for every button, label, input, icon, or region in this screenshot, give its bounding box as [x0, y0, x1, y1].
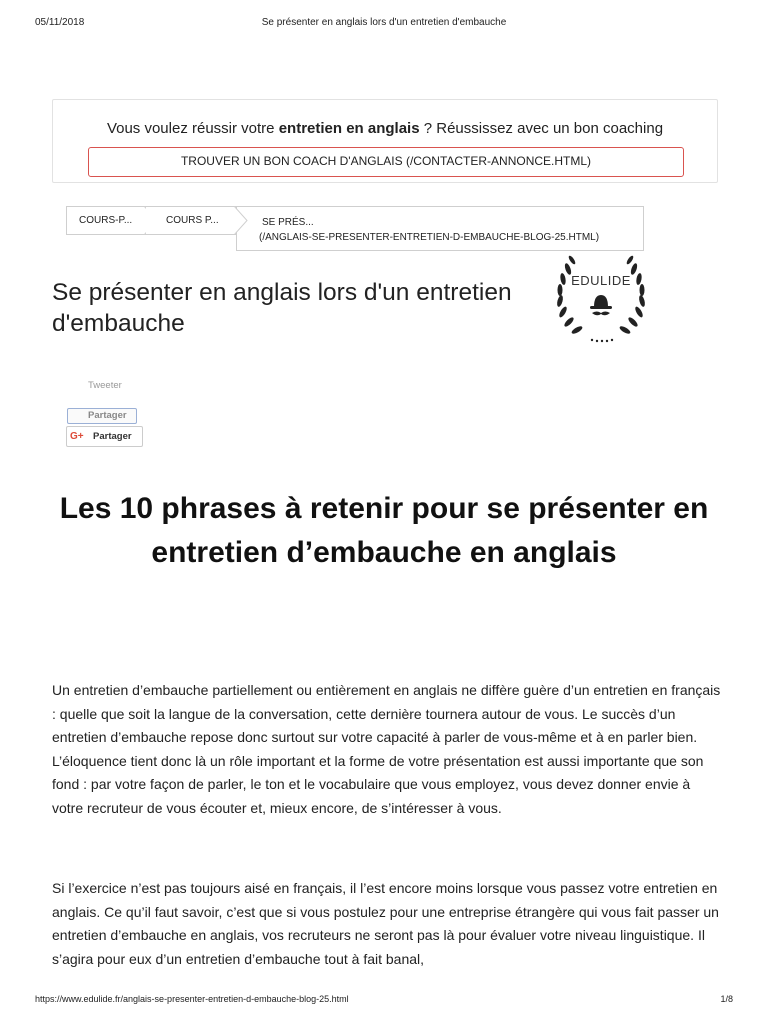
article-paragraph: Un entretien d’embauche partiellement ou entièrement en anglais ne diffère guère d’un entretien en français : quelle que soit la langue de la conversation, cette dernière tournera autour de vous. Le succès d’un entretien d’embauche repose donc surtout sur votre capacité à parler de vous-même et à en parler bien. L’éloquence tient donc là un rôle important et la forme de votre présentation est aussi importante que son fond : par votre façon de parler, le ton et le vocabulaire que vous employez, vous devez donner envie à votre recruteur de vous écouter et, mieux encore, de s’intéresser à vous. [52, 682, 721, 816]
page-title: Se présenter en anglais lors d'un entretien d'embauche [52, 279, 512, 337]
google-plus-share-label: Partager [93, 431, 132, 442]
article-paragraph: Si l’exercice n’est pas toujours aisé en français, il l’est encore moins lorsque vous passez votre entretien en anglais. Ce qu’il faut savoir, c’est que si vous postulez pour une entreprise étrangère qui vous fait passer un entretien d’embauche en anglais, vos recruteurs ne seront pas là pour évaluer votre niveau linguistique. Il s’agira pour eux d’un entretien d’embauche tout à fait banal, [52, 880, 719, 967]
footer-page-number: 1/8 [720, 994, 733, 1004]
breadcrumb-item-1-label: COURS-P... [79, 215, 133, 226]
breadcrumb-chevron-icon [234, 206, 248, 235]
share-button[interactable]: Partager [67, 408, 137, 424]
print-title: Se présenter en anglais lors d'un entretien d'embauche [261, 17, 507, 28]
coaching-banner [52, 99, 718, 183]
print-header [0, 17, 768, 31]
print-date: 05/11/2018 [35, 17, 85, 28]
breadcrumb-item-current[interactable] [236, 206, 644, 251]
article-heading: Les 10 phrases à retenir pour se présenter en entretien d’embauche en anglais [59, 492, 709, 569]
coaching-text [53, 120, 717, 137]
breadcrumb-item-2[interactable] [146, 206, 241, 235]
edulide-logo[interactable] [554, 249, 648, 345]
coaching-text-bold: entretien en anglais [278, 120, 420, 137]
coaching-text-end: ? Réussissez avec un bon coaching [419, 120, 664, 137]
tweet-button[interactable]: Tweeter [88, 380, 122, 391]
coaching-text-start: Vous voulez réussir votre [106, 120, 279, 137]
breadcrumb-current-url: (/ANGLAIS-SE-PRESENTER-ENTRETIEN-D-EMBAUCHE-BLOG-25.HTML) [259, 232, 600, 243]
breadcrumb-item-2-label: COURS P... [166, 215, 219, 226]
breadcrumb-item-1[interactable] [66, 206, 146, 235]
logo-text: EDULIDE [571, 273, 631, 288]
find-coach-button[interactable]: TROUVER UN BON COACH D'ANGLAIS (/CONTACTER-ANNONCE.HTML) [88, 147, 684, 177]
google-plus-icon: G+ [70, 431, 84, 442]
footer-url: https://www.edulide.fr/anglais-se-presenter-entretien-d-embauche-blog-25.html [35, 994, 349, 1004]
google-plus-share-button[interactable] [66, 426, 143, 447]
laurel-wreath-icon [554, 249, 648, 345]
breadcrumb-current-label: SE PRÉS... [262, 217, 314, 228]
print-footer [0, 994, 768, 1008]
